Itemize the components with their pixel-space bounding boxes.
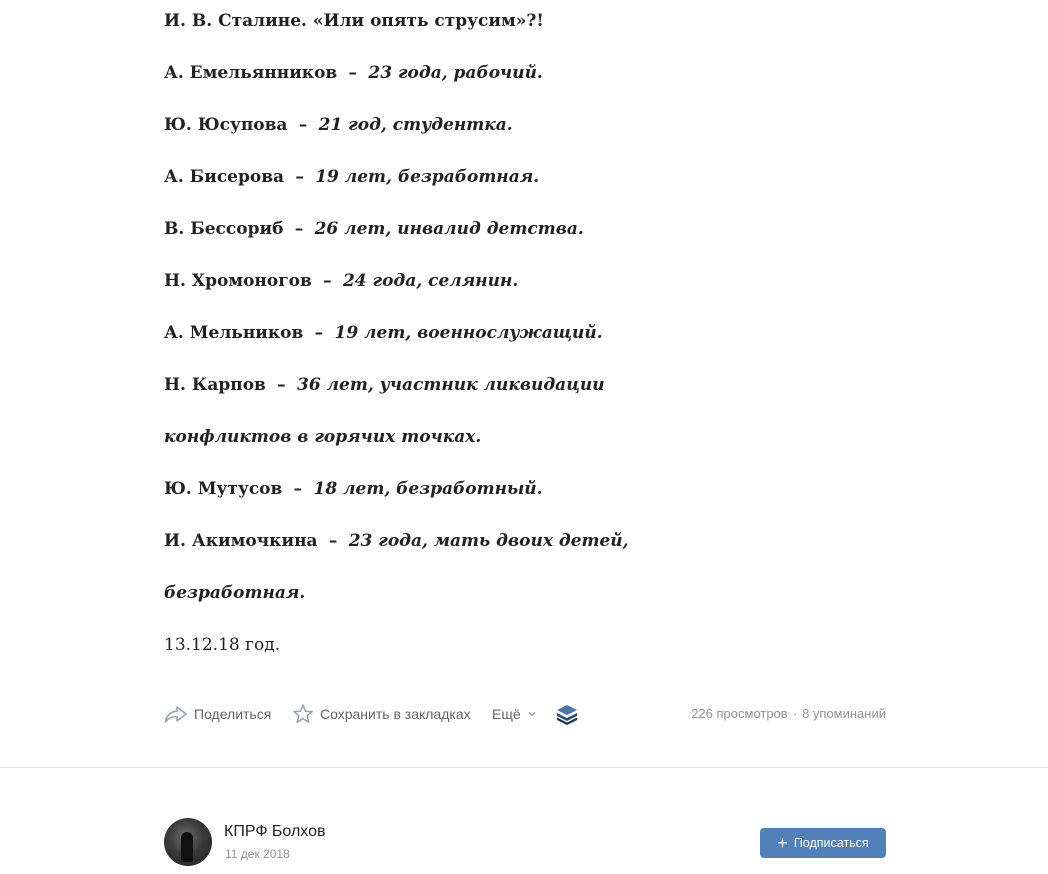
article-line bbox=[164, 529, 629, 553]
bookmark-label: Сохранить в закладках bbox=[320, 706, 471, 722]
section-divider bbox=[0, 767, 1048, 768]
line-desc: 26 лет, инвалид детства. bbox=[314, 219, 584, 239]
author-block bbox=[164, 818, 886, 868]
line-name: А. Бисерова bbox=[164, 167, 285, 187]
plus-icon: + bbox=[777, 833, 788, 853]
line-dash: – bbox=[289, 167, 310, 187]
mentions-count: 8 упоминаний bbox=[802, 706, 886, 721]
article-line bbox=[164, 61, 543, 85]
line-desc: 19 лет, безработная. bbox=[315, 167, 540, 187]
article-date: 13.12.18 год. bbox=[164, 635, 281, 655]
post-actions bbox=[164, 702, 886, 726]
line-name: В. Бессориб bbox=[164, 219, 284, 239]
subscribe-button[interactable] bbox=[760, 828, 886, 858]
line-dash: – bbox=[292, 115, 314, 135]
subscribe-label: Подписаться bbox=[793, 836, 869, 850]
line-dash: – bbox=[308, 323, 330, 343]
article-line bbox=[164, 321, 603, 345]
line-name: И. В. Сталине. «Или опять струсим»?! bbox=[164, 11, 544, 31]
line-name: Н. Карпов bbox=[164, 375, 266, 395]
article-line bbox=[164, 217, 584, 241]
post-stats bbox=[691, 706, 886, 721]
line-desc: 24 года, селянин. bbox=[342, 271, 519, 291]
line-desc: 23 года, мать двоих детей, bbox=[348, 531, 629, 551]
article-line bbox=[164, 477, 543, 501]
line-desc: 36 лет, участник ликвидации bbox=[297, 375, 605, 395]
line-dash: – bbox=[271, 375, 292, 395]
line-desc: 19 лет, военнослужащий. bbox=[334, 323, 603, 343]
chevron-down-icon bbox=[527, 710, 537, 718]
share-arrow-icon bbox=[164, 704, 188, 724]
bookmark-button[interactable] bbox=[292, 702, 471, 726]
line-desc: безработная. bbox=[164, 583, 306, 603]
line-name: А. Емельянников bbox=[164, 63, 338, 83]
line-dash: – bbox=[288, 219, 310, 239]
star-icon bbox=[292, 703, 314, 725]
line-name: Ю. Мутусов bbox=[164, 479, 283, 499]
article-line bbox=[164, 269, 518, 293]
avatar[interactable] bbox=[164, 818, 212, 866]
line-desc: конфликтов в горячих точках. bbox=[164, 427, 482, 447]
line-dash: – bbox=[322, 531, 344, 551]
share-button[interactable] bbox=[164, 702, 271, 726]
article-line bbox=[164, 9, 544, 33]
article-line bbox=[164, 425, 481, 449]
stats-separator: · bbox=[792, 706, 798, 721]
layers-icon bbox=[555, 702, 579, 726]
line-desc: 18 лет, безработный. bbox=[313, 479, 543, 499]
line-dash: – bbox=[342, 63, 363, 83]
article-line bbox=[164, 113, 513, 137]
line-desc: 23 года, рабочий. bbox=[368, 63, 543, 83]
line-name: Н. Хромоногов bbox=[164, 271, 312, 291]
line-dash: – bbox=[287, 479, 309, 499]
article-line bbox=[164, 165, 539, 189]
layers-button[interactable] bbox=[555, 702, 579, 726]
article-line bbox=[164, 373, 605, 397]
line-name: И. Акимочкина bbox=[164, 531, 318, 551]
article-line bbox=[164, 581, 305, 605]
line-dash: – bbox=[317, 271, 338, 291]
share-label: Поделиться bbox=[194, 706, 272, 722]
views-count: 226 просмотров bbox=[691, 706, 788, 721]
more-button[interactable] bbox=[492, 702, 537, 726]
publish-date: 11 дек 2018 bbox=[225, 847, 290, 861]
line-name: Ю. Юсупова bbox=[164, 115, 288, 135]
author-name[interactable]: КПРФ Болхов bbox=[224, 823, 326, 840]
line-name: А. Мельников bbox=[164, 323, 304, 343]
more-label: Ещё bbox=[492, 706, 521, 722]
line-desc: 21 год, студентка. bbox=[318, 115, 513, 135]
